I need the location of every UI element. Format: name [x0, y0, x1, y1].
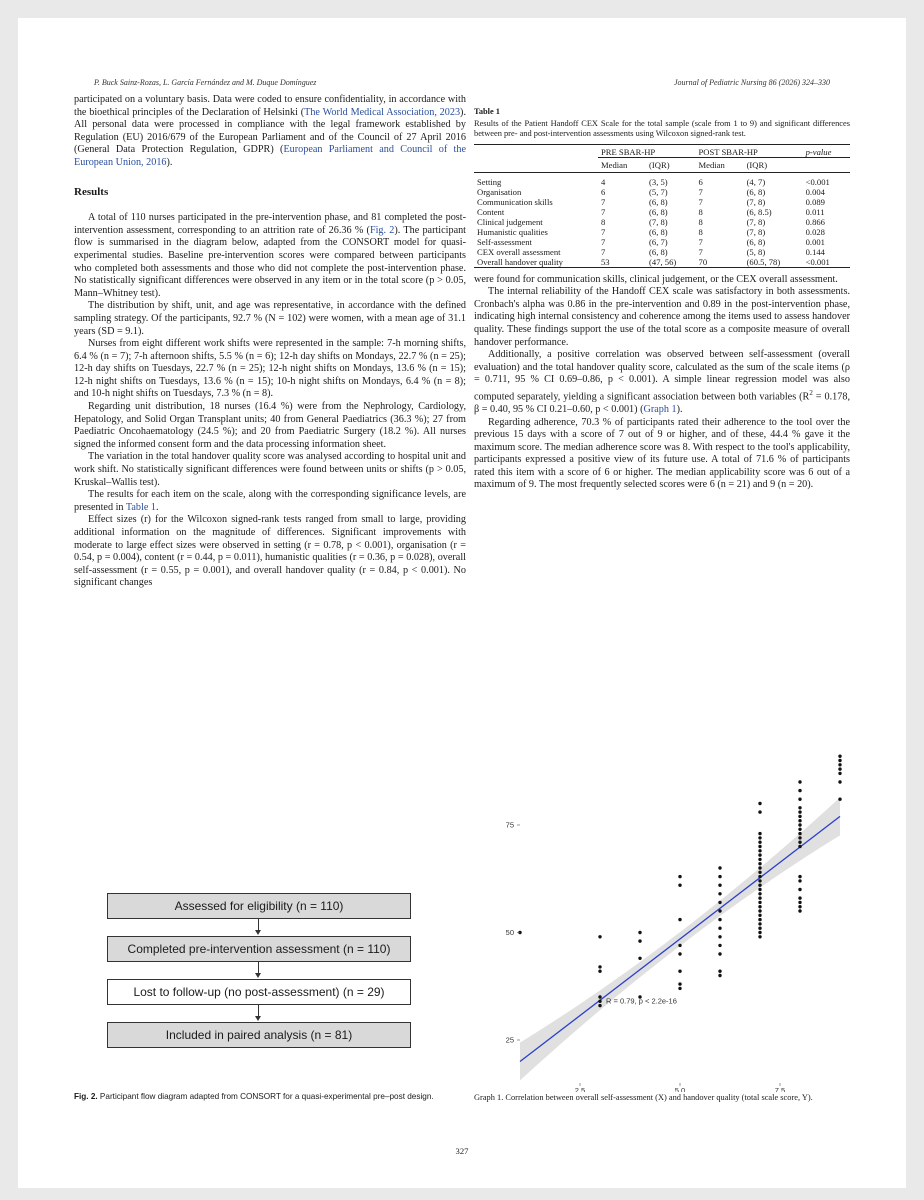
- table-cell-pre-median: 7: [601, 196, 606, 207]
- table-cell-pre-median: 7: [601, 226, 606, 237]
- results-paragraph-4: Regarding unit distribution, 18 nurses (16.4 %) were from the Nephrology, Cardiology, Hepatology, and Solid Organ Transplant units; 40 from General Paediatrics (36.3 %); 27 from Paediatric Oncohaematology (24.5 %); and 20 from Paediatric Surgery (18.2 %). All nurses signed the informed consent form and the data processing information sheet.: [74, 401, 466, 450]
- table-cell-item: Content: [477, 206, 505, 217]
- y-tick-label: 50: [505, 928, 514, 937]
- x-tick-label: 2.5: [574, 1086, 586, 1092]
- data-point: [718, 918, 721, 921]
- table-cell-post-median: 8: [698, 216, 703, 227]
- data-point: [718, 884, 721, 887]
- data-point: [758, 810, 761, 813]
- data-point: [638, 957, 641, 960]
- table-cell-pre-iqr: (6, 8): [649, 206, 668, 217]
- table-group-header-pvalue: p-value: [803, 144, 850, 157]
- data-point: [638, 939, 641, 942]
- data-point: [758, 884, 761, 887]
- data-point: [758, 866, 761, 869]
- flow-box-eligibility: Assessed for eligibility (n = 110): [107, 893, 411, 919]
- ref-fig-2[interactable]: Fig. 2: [369, 224, 395, 236]
- x-tick-label: 5.0: [674, 1086, 686, 1092]
- table-cell-post-median: 6: [698, 176, 703, 187]
- data-point: [678, 918, 681, 921]
- data-point: [758, 871, 761, 874]
- table-cell-post-iqr: (6, 8): [746, 236, 766, 247]
- table-subheader-pvalue-empty: [803, 157, 850, 172]
- graph-1-caption: Graph 1. Correlation between overall self-assessment (X) and handover quality (total scale score, Y).: [474, 1093, 813, 1102]
- data-point: [758, 892, 761, 895]
- data-point: [838, 759, 841, 762]
- table-row: [474, 247, 850, 257]
- right-paragraph-1: were found for communication skills, clinical judgement, or the CEX overall assessment.: [474, 273, 838, 285]
- results-paragraph-6: [74, 489, 466, 514]
- flow-arrowhead-2: [255, 973, 261, 978]
- data-point: [798, 841, 801, 844]
- table-cell-pre-median: 4: [601, 176, 606, 187]
- data-point: [598, 1000, 601, 1003]
- data-point: [798, 819, 801, 822]
- data-point: [758, 879, 761, 882]
- table-cell-item: CEX overall assessment: [477, 246, 561, 257]
- x-tick-label: 7.5: [774, 1086, 786, 1092]
- data-point: [798, 888, 801, 891]
- data-point: [598, 965, 601, 968]
- data-point: [678, 944, 681, 947]
- right-p3-text-b: = 0.178, β = 0.40, 95 % CI 0.21–0.60, p < 0.001) (: [474, 391, 850, 415]
- results-heading: Results: [74, 185, 109, 198]
- data-point: [758, 922, 761, 925]
- data-point: [718, 952, 721, 955]
- flow-box-pre-assessment: Completed pre-intervention assessment (n = 110): [107, 936, 411, 962]
- table-cell-post-iqr: (6, 8.5): [746, 206, 772, 217]
- data-point: [758, 862, 761, 865]
- results-paragraph-5: The variation in the total handover quality score was analysed according to hospital unit and work shift. No statistically significant differences were found between units or shifts (p > 0.05, Kruskal–Wallis test).: [74, 451, 466, 488]
- data-point: [598, 995, 601, 998]
- table-subheader-pre-iqr: (IQR): [649, 159, 670, 170]
- table-row: [474, 177, 850, 187]
- data-point: [758, 845, 761, 848]
- data-point: [598, 970, 601, 973]
- data-point: [838, 767, 841, 770]
- flow-arrowhead-3: [255, 1016, 261, 1021]
- running-head-journal: Journal of Pediatric Nursing 86 (2026) 324–330: [674, 78, 830, 87]
- data-point: [718, 875, 721, 878]
- table-subheader-post-iqr: (IQR): [746, 159, 768, 170]
- results-p6-text-a: The results for each item on the scale, along with the corresponding significance levels, are presented in: [74, 489, 466, 513]
- data-point: [718, 927, 721, 930]
- data-point: [678, 952, 681, 955]
- data-point: [598, 1004, 601, 1007]
- data-point: [798, 810, 801, 813]
- table-cell-pre-iqr: (47, 56): [649, 256, 677, 267]
- results-paragraph-7: Effect sizes (r) for the Wilcoxon signed-rank tests ranged from small to large, providing additional information on the magnitude of differences. Significant improvements with moderate to large effect sizes were observed in setting (r = 0.78, p < 0.001), organisation (r = 0.54, p = 0.004), content (r = 0.44, p = 0.011), humanistic qualities (r = 0.36, p = 0.028), overall self-assessment (r = 0.55, p = 0.001), and overall handover quality (r = 0.84, p < 0.001). No significant changes: [74, 514, 466, 589]
- data-point: [758, 901, 761, 904]
- table-cell-post-iqr: (5, 8): [746, 246, 766, 257]
- table-cell-pre-iqr: (3, 5): [649, 176, 668, 187]
- intro-text-a: participated on a voluntary basis. Data were coded to ensure confidentiality, in accordance with the bioethical principles of the Declaration of Helsinki (: [74, 94, 466, 118]
- left-column: [74, 94, 466, 590]
- data-point: [798, 836, 801, 839]
- ref-table-1[interactable]: Table 1: [125, 501, 156, 513]
- data-point: [758, 832, 761, 835]
- data-point: [798, 905, 801, 908]
- flow-arrowhead-1: [255, 930, 261, 935]
- data-point: [638, 931, 641, 934]
- right-paragraph-2: The internal reliability of the Handoff CEX scale was satisfactory in both assessments. Cronbach's alpha was 0.86 in the pre-intervention and 0.89 in the post-intervention phase, indicating high internal consistency and coherence among the items used to assess handover quality. These findings support the use of the total score as a composite measure of overall handover performance.: [474, 286, 850, 348]
- table-cell-p-value: 0.144: [805, 246, 825, 257]
- y-tick-label: 25: [505, 1035, 514, 1045]
- table-body: [474, 177, 850, 268]
- flow-box-lost-follow-up: Lost to follow-up (no post-assessment) (n = 29): [107, 979, 411, 1005]
- data-point: [758, 918, 761, 921]
- right-text-block: [474, 274, 850, 492]
- table-cell-post-median: 8: [698, 226, 703, 237]
- data-point: [758, 927, 761, 930]
- table-cell-post-median: 70: [698, 256, 708, 267]
- ref-eu-2016[interactable]: European Parliament and Council of the European Union, 2016: [74, 144, 466, 168]
- data-point: [798, 815, 801, 818]
- table-cell-pre-iqr: (6, 8): [649, 246, 668, 257]
- table-cell-item: Clinical judgement: [477, 216, 543, 227]
- data-point: [758, 909, 761, 912]
- data-point: [798, 789, 801, 792]
- data-point: [798, 806, 801, 809]
- right-paragraph-4: Regarding adherence, 70.3 % of participants rated their adherence to the tool over the previous 15 days with a score of 7 out of 9 or higher, and of these, 44.4 % gave it the maximum score. The median adherence score was 8. With respect to the tool's applicability, participants expressed a positive view of its future use. A total of 71.6 % of participants rated this item with a score of 6 or higher. The median applicability score was 6 out of a maximum of 9. The most frequently selected scores were 6 (n = 21) and 9 (n = 20).: [474, 416, 850, 491]
- table-cell-p-value: 0.089: [805, 196, 825, 207]
- table-row: [474, 197, 850, 207]
- right-p3-text-a: Additionally, a positive correlation was observed between self-assessment (overall evaluation) and the total handover quality score, calculated as the sum of the scale items (ρ = 0.711, 95 % CI 0.69–0.86, p < 0.001). A simple linear regression model was also computed separately, yielding a significant association between both variables (R: [474, 349, 850, 403]
- graph-1: [476, 730, 848, 1100]
- data-point: [758, 849, 761, 852]
- data-point: [758, 836, 761, 839]
- data-point: [798, 896, 801, 899]
- table-cell-post-iqr: (4, 7): [746, 176, 766, 187]
- data-point: [718, 935, 721, 938]
- table-cell-item: Organisation: [477, 186, 522, 197]
- data-point: [718, 974, 721, 977]
- data-point: [718, 892, 721, 895]
- data-point: [758, 896, 761, 899]
- table-cell-p-value: <0.001: [805, 256, 830, 267]
- table-cell-post-iqr: (60.5, 78): [746, 256, 781, 267]
- table-cell-post-iqr: (7, 8): [746, 226, 766, 237]
- flow-box-paired-analysis: Included in paired analysis (n = 81): [107, 1022, 411, 1048]
- table-row: [474, 187, 850, 197]
- results-paragraph-2: The distribution by shift, unit, and age was representative, in accordance with the defined sampling strategy. Of the participants, 92.7 % (N = 102) were women, with a mean age of 31.1 years (SD = 9.1).: [74, 300, 466, 337]
- table-cell-p-value: 0.011: [805, 206, 825, 217]
- table-cell-pre-iqr: (6, 8): [649, 226, 668, 237]
- data-point: [798, 828, 801, 831]
- results-p6-text-b: .: [156, 501, 159, 513]
- table-cell-item: Humanistic qualities: [477, 226, 548, 237]
- table-cell-pre-median: 7: [601, 206, 606, 217]
- table-cell-pre-iqr: (6, 8): [649, 196, 668, 207]
- table-cell-pre-median: 8: [601, 216, 606, 227]
- figure-2-caption: [74, 1092, 466, 1102]
- data-point: [718, 970, 721, 973]
- data-point: [798, 845, 801, 848]
- correlation-annotation: R = 0.79, p < 2.2e-16: [606, 996, 677, 1006]
- running-head-authors: P. Buck Sainz-Rozas, L. García Fernández and M. Duque Domínguez: [94, 78, 317, 87]
- table-1-caption: Results of the Patient Handoff CEX Scale for the total sample (scale from 1 to 9) and significant differences between pre- and post-intervention assessments using Wilcoxon signed-rank test.: [474, 118, 850, 139]
- data-point: [758, 841, 761, 844]
- results-p1-text-a: A total of 110 nurses participated in the pre-intervention phase, and 81 completed the post-intervention assessment, corresponding to an attrition rate of 26.36 % (: [74, 212, 466, 236]
- table-cell-post-iqr: (7, 8): [746, 216, 766, 227]
- ref-graph-1[interactable]: Graph 1: [643, 403, 677, 415]
- data-point: [678, 884, 681, 887]
- table-cell-p-value: <0.001: [805, 176, 830, 187]
- data-point: [798, 875, 801, 878]
- table-cell-post-iqr: (6, 8): [746, 186, 766, 197]
- data-point: [798, 798, 801, 801]
- journal-page: [18, 18, 906, 1188]
- results-paragraph-1: [74, 212, 466, 300]
- table-cell-post-median: 7: [698, 246, 703, 257]
- table-cell-pre-median: 7: [601, 236, 606, 247]
- table-cell-item: Communication skills: [477, 196, 553, 207]
- table-cell-pre-iqr: (6, 7): [649, 236, 668, 247]
- table-cell-item: Overall handover quality: [477, 256, 563, 267]
- table-cell-p-value: 0.004: [805, 186, 825, 197]
- scatter-plot: [476, 730, 848, 1092]
- page-number: 327: [455, 1146, 469, 1156]
- table-1-label: Table 1: [474, 107, 500, 116]
- data-point: [758, 905, 761, 908]
- table-row: [474, 207, 850, 217]
- data-point: [798, 832, 801, 835]
- intro-text-c: ).: [166, 156, 173, 168]
- data-point: [758, 888, 761, 891]
- data-point: [798, 901, 801, 904]
- table-cell-pre-median: 7: [601, 246, 606, 257]
- table-subheader-empty: [474, 157, 598, 172]
- data-point: [798, 780, 801, 783]
- table-row: [474, 227, 850, 237]
- table-cell-post-median: 7: [698, 196, 703, 207]
- data-point: [838, 780, 841, 783]
- table-subheader-post-median: Median: [698, 159, 725, 170]
- table-row: [474, 257, 850, 268]
- results-p1-text-b: ). The participant flow is summarised in the diagram below, adapted from the CONSORT model for quasi-experimental studies. Baseline pre-intervention scores were compared between participants who completed both assessments and those who did not complete the post-intervention phase. No statistically significant differences were observed in any item or in the total score (p > 0.05, Mann–Whitney test).: [74, 224, 467, 299]
- intro-paragraph: [74, 94, 466, 170]
- data-point: [838, 798, 841, 801]
- r-squared-superscript: 2: [809, 388, 813, 397]
- data-point: [678, 982, 681, 985]
- ref-wma-2023[interactable]: The World Medical Association, 2023: [304, 106, 461, 118]
- data-point: [678, 987, 681, 990]
- right-column: [474, 94, 850, 492]
- results-paragraph-3: Nurses from eight different work shifts were represented in the sample: 7-h morning shifts, 6.4 % (n = 7); 7-h afternoon shifts, 5.5 % (n = 6); 12-h day shifts on Mondays, 22.7 % (n = 25); 12-h day shifts on Tuesdays, 22.7 % (n = 25); 12-h night shifts on Mondays, 13.6 % (n = 15); 12-h night shifts on Tuesdays, 13.6 % (n = 15); 10-h night shifts on Mondays, 6.4 % (n = 8); and 10-h night shifts on Tuesdays, 7.3 % (n = 8).: [74, 338, 466, 400]
- figure-2-caption-text: Participant flow diagram adapted from CONSORT for a quasi-experimental pre–post design.: [97, 1092, 434, 1101]
- data-point: [718, 866, 721, 869]
- data-point: [758, 875, 761, 878]
- data-point: [758, 914, 761, 917]
- data-point: [598, 935, 601, 938]
- data-point: [838, 755, 841, 758]
- table-group-header-post: POST SBAR-HP: [696, 144, 803, 157]
- table-cell-post-median: 7: [698, 236, 703, 247]
- data-point: [798, 879, 801, 882]
- data-point: [758, 858, 761, 861]
- data-point: [758, 802, 761, 805]
- table-cell-p-value: 0.001: [805, 236, 825, 247]
- table-group-header-pre: PRE SBAR-HP: [598, 144, 696, 157]
- table-1: [474, 144, 850, 268]
- data-point: [718, 901, 721, 904]
- data-point: [718, 944, 721, 947]
- right-paragraph-3: [474, 349, 850, 416]
- data-point: [678, 875, 681, 878]
- data-point: [758, 935, 761, 938]
- intro-text-b: ). All personal data were processed in compliance with the legal framework established by Regulation (EU) 2016/679 of the European Parliament and of the Council of 27 April 2016 (General Data Protection Regulation, GDPR) (: [74, 106, 466, 156]
- table-cell-post-iqr: (7, 8): [746, 196, 766, 207]
- table-cell-post-median: 8: [698, 206, 703, 217]
- y-tick-label: 75: [505, 820, 514, 830]
- data-point: [798, 909, 801, 912]
- table-cell-post-median: 7: [698, 186, 703, 197]
- table-cell-p-value: 0.028: [805, 226, 825, 237]
- table-subheader-pre-median: Median: [601, 159, 628, 170]
- table-cell-p-value: 0.866: [805, 216, 825, 227]
- table-cell-item: Self-assessment: [477, 236, 532, 247]
- data-point: [798, 823, 801, 826]
- table-cell-pre-median: 6: [601, 186, 606, 197]
- table-cell-pre-iqr: (7, 8): [649, 216, 668, 227]
- table-row: [474, 217, 850, 227]
- data-point: [838, 772, 841, 775]
- data-point: [758, 931, 761, 934]
- table-cell-pre-iqr: (5, 7): [649, 186, 668, 197]
- figure-2-label: Fig. 2.: [74, 1092, 98, 1101]
- data-point: [838, 763, 841, 766]
- table-row: [474, 237, 850, 247]
- data-point: [718, 909, 721, 912]
- table-header-empty: [474, 144, 598, 157]
- running-head: [94, 78, 830, 87]
- right-p3-text-c: ).: [676, 403, 683, 415]
- table-cell-item: Setting: [477, 176, 502, 187]
- data-point: [758, 853, 761, 856]
- table-cell-pre-median: 53: [601, 256, 610, 267]
- data-point: [678, 970, 681, 973]
